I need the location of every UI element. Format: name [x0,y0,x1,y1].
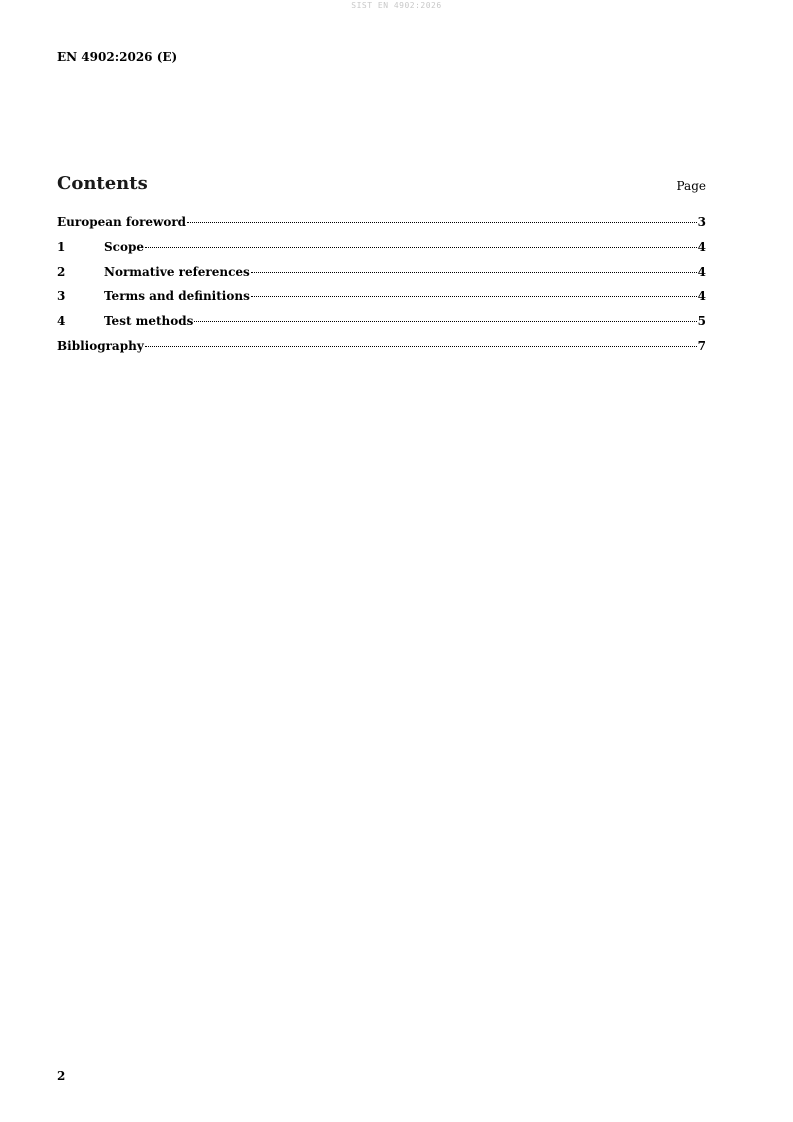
page-column-label: Page [676,179,706,193]
toc-entry-european-foreword[interactable] [57,214,706,239]
document-identifier: EN 4902:2026 (E) [57,50,178,64]
contents-heading: Contents [57,173,148,194]
toc-entry-scope[interactable] [57,239,706,264]
toc-dot-leader [251,296,697,297]
toc-entry-page: 4 [697,264,706,279]
toc-entry-number: 2 [57,264,66,279]
toc-entry-page: 4 [697,239,706,254]
toc-dot-leader [251,272,697,273]
toc-entry-bibliography[interactable] [57,338,706,363]
table-of-contents [57,214,706,363]
toc-entry-number: 3 [57,289,66,304]
toc-dot-leader [145,247,697,248]
toc-dot-leader [145,346,697,347]
toc-entry-test-methods[interactable] [57,313,706,338]
toc-entry-title: European foreword [57,215,187,229]
toc-dot-leader [194,321,696,322]
toc-entry-title: Normative references [104,264,250,279]
toc-entry-page: 7 [697,338,706,353]
toc-entry-title: Scope [104,239,145,254]
toc-entry-title: Test methods [104,314,194,329]
page-number: 2 [57,1069,66,1083]
toc-entry-title: Terms and definitions [104,289,250,304]
toc-entry-number: 1 [57,239,66,254]
watermark: SIST EN 4902:2026 [351,1,442,10]
toc-entry-terms-and-definitions[interactable] [57,288,706,313]
toc-entry-page: 5 [697,314,706,329]
toc-entry-title: Bibliography [57,338,144,353]
toc-entry-page: 3 [697,215,706,229]
toc-entry-number: 4 [57,314,66,329]
toc-entry-page: 4 [697,289,706,304]
toc-dot-leader [187,222,697,223]
toc-entry-normative-references[interactable] [57,264,706,289]
